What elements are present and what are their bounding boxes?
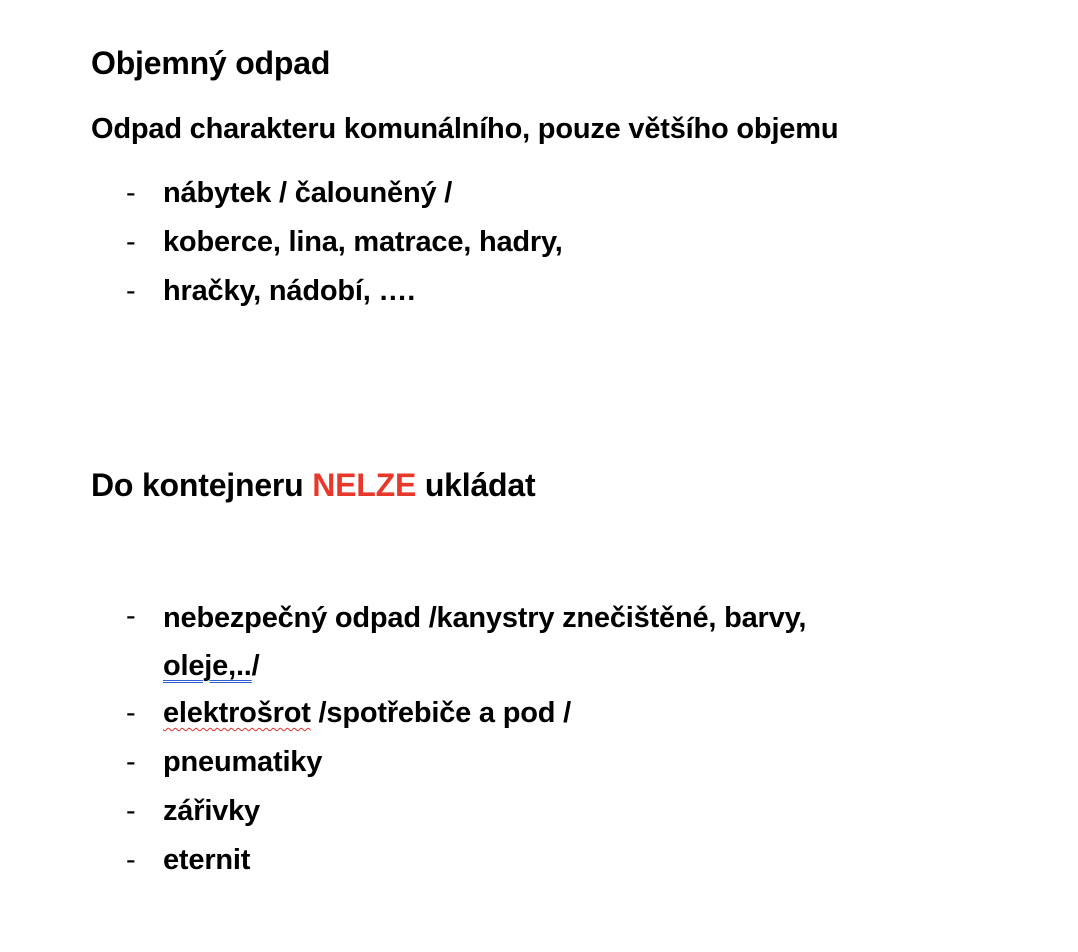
list-item-text: eternit [163, 844, 251, 876]
list-item-text [163, 691, 571, 735]
list-dash: - [126, 844, 136, 876]
section-title-bulky-waste: Objemný odpad [91, 45, 331, 81]
list-item-text: zářivky [163, 795, 260, 827]
list-dash: - [126, 746, 136, 778]
grammar-marked-word[interactable]: oleje,.. [163, 650, 252, 682]
list-item-rest: /spotřebiče a pod / [310, 697, 571, 729]
list-item-text: nábytek / čalouněný / [163, 177, 453, 209]
list-item-text [163, 594, 806, 690]
list-dash: - [126, 795, 136, 827]
title-highlight-nelze: NELZE [312, 467, 417, 503]
list-dash: - [126, 600, 136, 632]
list-item-line2-tail: / [251, 650, 260, 682]
list-item-text: pneumatiky [163, 746, 323, 778]
title-before: Do kontejneru [91, 467, 313, 503]
section-subtitle-bulky-waste: Odpad charakteru komunálního, pouze většího objemu [91, 113, 839, 145]
list-item-line1: nebezpečný odpad /kanystry znečištěné, barvy, [163, 602, 807, 634]
list-dash: - [126, 177, 136, 209]
spellcheck-marked-word[interactable]: elektrošrot [163, 697, 311, 729]
section-title-forbidden [91, 465, 535, 505]
list-item-text: hračky, nádobí, …. [163, 275, 416, 307]
list-dash: - [126, 226, 136, 258]
list-dash: - [126, 697, 136, 729]
title-after: ukládat [416, 467, 536, 503]
list-dash: - [126, 275, 136, 307]
list-item-text: koberce, lina, matrace, hadry, [163, 226, 563, 258]
